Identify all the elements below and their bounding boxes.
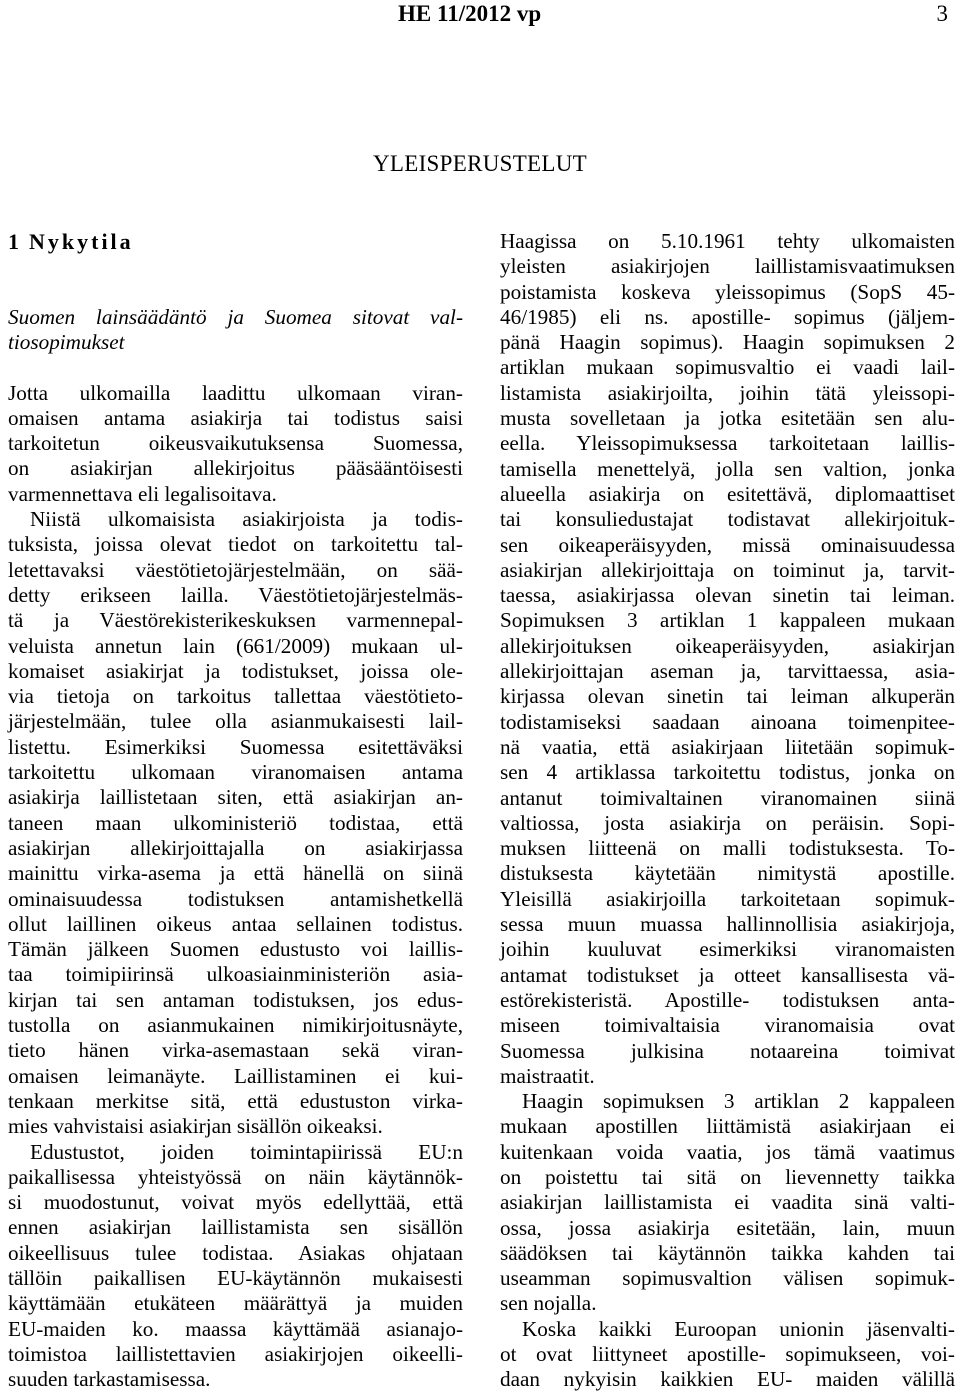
header-title: HE 11/2012 vp (398, 1, 542, 26)
text-line: käyttämään etukäteen määrättyä ja muiden (8, 1291, 463, 1316)
text-line: Haagissa on 5.10.1961 tehty ulkomaisten (500, 229, 955, 253)
section-title: YLEISPERUSTELUT (372, 151, 588, 176)
text-line: allekirjoittajan aseman ja, tarvittaessa, asia- (500, 659, 955, 684)
text-line: Yleisillä asiakirjoilla tarkoitetaan sopimuk- (500, 886, 955, 911)
subheading-line: Suomen lainsäädäntö ja Suomea sitovat val- (8, 305, 463, 329)
text-line: ominaisuudessa todistuksen antamishetkellä (8, 886, 463, 911)
text-line: Tämän jälkeen Suomen edustusto voi laillis- (8, 937, 463, 962)
text-line: muksen liitteenä on malli todistuksesta. To- (500, 836, 955, 861)
subheading-line: tiosopimukset (8, 330, 125, 355)
text-line: tamisella menettelyä, jolla sen valtion, jonka (500, 456, 955, 481)
text-line: sen 4 artiklassa tarkoitettu todistus, jonka on (500, 760, 955, 785)
left-column (8, 305, 463, 1392)
text-line: suuden tarkastamisessa. (8, 1367, 211, 1392)
text-line: pänä Haagin sopimus). Haagin sopimuksen 2 (500, 330, 955, 355)
text-line: oikeellisuus tulee todistaa. Asiakas ohjataan (8, 1240, 463, 1265)
text-line: sen oikeaperäisyyden, missä ominaisuudessa (500, 532, 955, 557)
text-line: veluista annetun lain (661/2009) mukaan ul- (8, 633, 463, 658)
text-line: antanut toimivaltainen viranomainen siinä (500, 785, 955, 810)
text-line: allekirjoituksen oikeaperäisyyden, asiakirjan (500, 633, 955, 658)
text-line: distuksesta käytetään nimitystä apostille. (500, 861, 955, 886)
text-line: nä vaatia, että asiakirjaan liitetään sopimuk- (500, 734, 955, 759)
text-line: sessa muun muassa hallinnollisia asiakirjoja, (500, 912, 955, 937)
text-line: artiklan mukaan sopimusvaltio ei vaadi lail- (500, 355, 955, 380)
text-line: tustolla on asianmukainen nimikirjoitusnäyte, (8, 1013, 463, 1038)
left-body (8, 381, 463, 1393)
text-line: detty erikseen lailla. Väestötietojärjestelmäs- (8, 582, 463, 607)
text-line: ot ovat liittyneet apostille- sopimukseen, voi- (500, 1342, 955, 1367)
text-line: kuitenkaan voida vaatia, jos tämä vaatimus (500, 1139, 955, 1164)
text-line: tällöin paikallisen EU-käytännön mukaisesti (8, 1265, 463, 1290)
text-line: ennen asiakirjan laillistamista sen sisällön (8, 1215, 463, 1240)
chapter-number: 1 (8, 229, 19, 254)
text-line: paikallisessa yhteistyössä on näin käytännök- (8, 1164, 463, 1189)
text-line: miseen toimivaltaisia viranomaisia ovat (500, 1013, 955, 1038)
text-line: asiakirjan allekirjoittajalla on asiakirjassa (8, 835, 463, 860)
text-line: todistamiseksi saadaan ainoana toimenpitee- (500, 709, 955, 734)
text-line: taessa, asiakirjassa olevan sinetin tai leiman. (500, 583, 955, 608)
text-line: kirjan tai sen antaman todistuksen, jos edus- (8, 987, 463, 1012)
right-column (500, 229, 955, 1393)
text-line: mainittu virka-asema ja että hänellä on siinä (8, 861, 463, 886)
text-line: musta sovelletaan ja jotka esitetään sen alu- (500, 406, 955, 431)
text-line: poistamista koskeva yleissopimus (SopS 45- (500, 279, 955, 304)
text-line: mies vahvistaisi asiakirjan sisällön oikeaksi. (8, 1114, 383, 1139)
text-line: taneen maan ulkoministeriö todistaa, että (8, 810, 463, 835)
text-line: Suomessa julkisina notaareina toimivat (500, 1038, 955, 1063)
text-line: ollut laillinen oikeus antaa sellainen todistus. (8, 911, 463, 936)
text-line: tä ja Väestörekisterikeskuksen varmennepal- (8, 608, 463, 633)
text-line: via tietoja on tarkoitus tallettaa väestötieto- (8, 684, 463, 709)
right-body (500, 229, 955, 1393)
text-line: Koska kaikki Euroopan unionin jäsenvalti- (522, 1316, 955, 1341)
text-line: joihin kuuluvat esimerkiksi viranomaisten (500, 937, 955, 962)
text-line: tarkoitetun oikeusvaikutuksensa Suomessa, (8, 431, 463, 456)
text-line: asiakirjan laillistamista ei vaadita sinä valti- (500, 1190, 955, 1215)
page-number: 3 (936, 1, 948, 26)
text-line: toimistoa laillistettavien asiakirjojen oikeelli- (8, 1341, 463, 1366)
left-subheading (8, 305, 463, 356)
text-line: tarkoitettu ulkomaan viranomaisen antama (8, 760, 463, 785)
text-line: tuksista, joissa olevat tiedot on tarkoitettu tal- (8, 532, 463, 557)
text-line: kirjassa olevan sinetin tai leiman alkuperän (500, 684, 955, 709)
text-line: asiakirjan allekirjoittaja on toiminut ja, tarvit- (500, 557, 955, 582)
text-line: Edustustot, joiden toimintapiirissä EU:n (30, 1139, 463, 1164)
text-line: Sopimuksen 3 artiklan 1 kappaleen mukaan (500, 608, 955, 633)
text-line: useamman sopimusvaltion välisen sopimuk- (500, 1266, 955, 1291)
text-line: 46/1985) eli ns. apostille- sopimus (jäljem- (500, 304, 955, 329)
text-line: EU-maiden ko. maassa käyttämää asianajo- (8, 1316, 463, 1341)
text-line: alueella asiakirja on esitettävä, diplomaattiset (500, 481, 955, 506)
text-line: estörekisteristä. Apostille- todistuksen anta- (500, 987, 955, 1012)
text-line: sen nojalla. (500, 1291, 597, 1316)
text-line: omaisen leimanäyte. Laillistaminen ei kui- (8, 1063, 463, 1088)
text-line: omaisen antama asiakirja tai todistus saisi (8, 405, 463, 430)
text-line: järjestelmään, tulee olla asianmukaisesti lail- (8, 709, 463, 734)
text-line: varmennettava eli legalisoitava. (8, 481, 277, 506)
text-line: maistraatit. (500, 1063, 595, 1088)
chapter-name: Nykytila (29, 229, 134, 254)
text-line: komaiset asiakirjat ja todistukset, joissa ole- (8, 658, 463, 683)
text-line: ossa, jossa asiakirja esitetään, lain, muun (500, 1215, 955, 1240)
text-line: valtiossa, josta asiakirja on peräisin. Sopi- (500, 810, 955, 835)
text-line: Haagin sopimuksen 3 artiklan 2 kappaleen (522, 1089, 955, 1114)
text-line: letettavaksi väestötietojärjestelmään, on sää- (8, 557, 463, 582)
text-line: Jotta ulkomailla laadittu ulkomaan viran- (8, 380, 463, 405)
text-line: tenkaan merkitse sitä, että edustuston virka- (8, 1088, 463, 1113)
text-line: on asiakirjan allekirjoitus pääsääntöisesti (8, 456, 463, 481)
text-line: listettu. Esimerkiksi Suomessa esitettäväksi (8, 734, 463, 759)
text-line: daan nykyisin kaikkien EU- maiden välillä (500, 1367, 955, 1392)
text-line: mukaan apostillen liittämistä asiakirjaan ei (500, 1114, 955, 1139)
text-line: listamista asiakirjoilta, joihin tätä yleissopi- (500, 380, 955, 405)
text-line: taa toimipiirinsä ulkoasiainministeriön asia- (8, 962, 463, 987)
text-line: tai konsuliedustajat todistavat allekirjoituk- (500, 507, 955, 532)
text-line: asiakirja laillistetaan siten, että asiakirjan an- (8, 785, 463, 810)
text-line: on poistettu tai sitä on lievennetty taikka (500, 1164, 955, 1189)
text-line: antamat todistukset ja otteet kansallisesta vä- (500, 962, 955, 987)
text-line: yleisten asiakirjojen laillistamisvaatimuksen (500, 254, 955, 279)
text-line: tieto hänen virka-asemastaan sekä viran- (8, 1038, 463, 1063)
chapter-heading (8, 228, 134, 256)
text-line: si muodostunut, voivat myös edellyttää, että (8, 1190, 463, 1215)
text-line: eella. Yleissopimuksessa tarkoitetaan laillis- (500, 431, 955, 456)
text-line: säädöksen tai käytännön taikka kahden tai (500, 1240, 955, 1265)
text-line: Niistä ulkomaisista asiakirjoista ja todis- (30, 507, 463, 532)
